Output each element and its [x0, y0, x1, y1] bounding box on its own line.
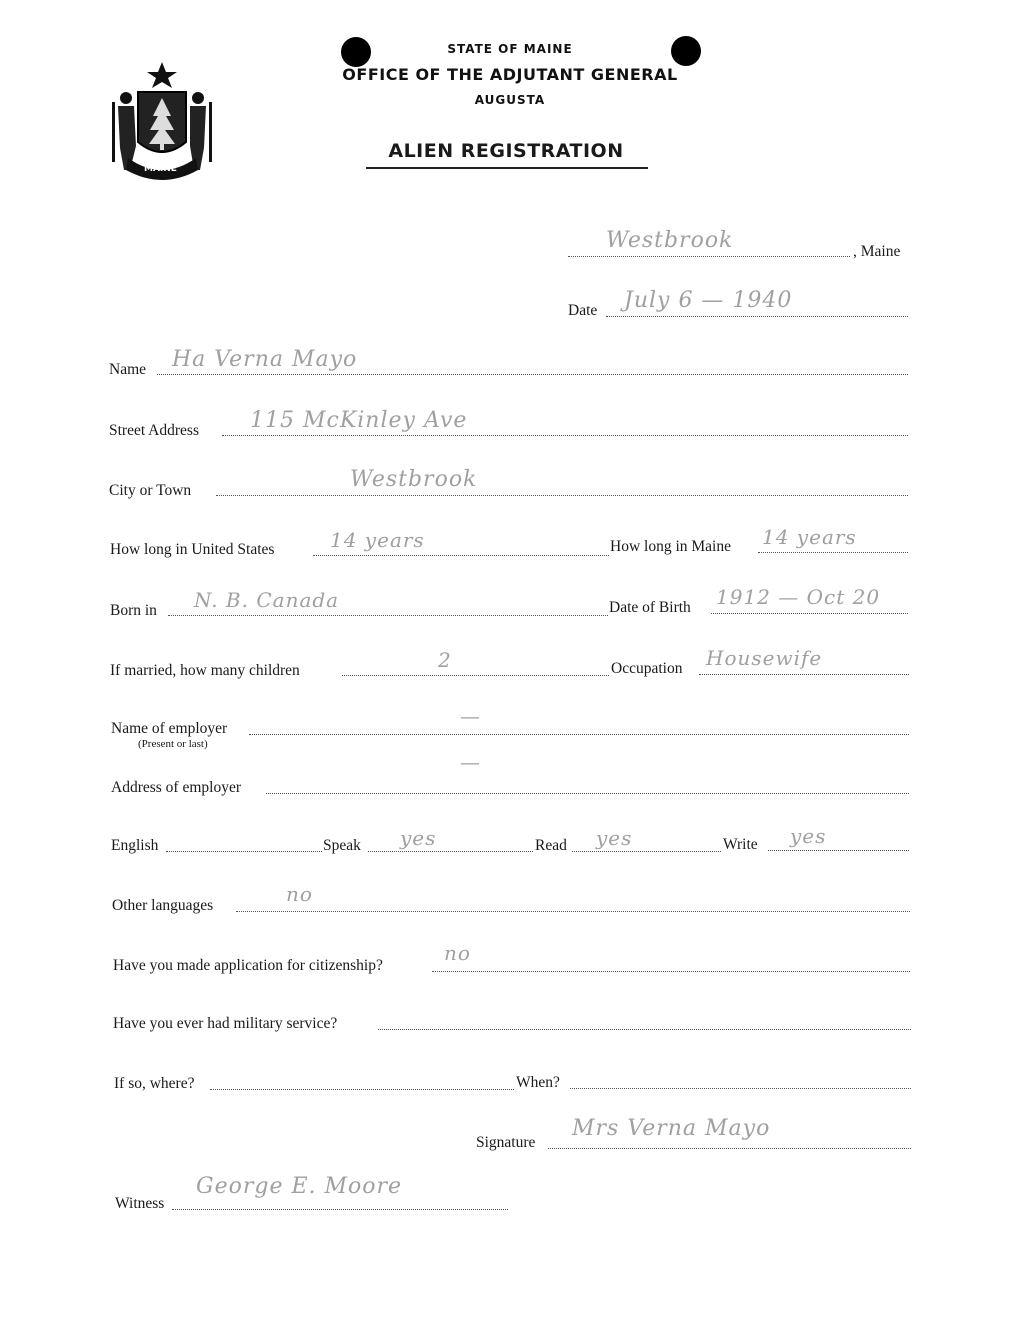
town-entry: Westbrook — [606, 228, 734, 253]
employer-entry: — — [460, 704, 481, 728]
military-line — [378, 1029, 911, 1030]
dob-entry: 1912 — Oct 20 — [716, 585, 881, 609]
citizenship-line — [432, 971, 910, 972]
name-label: Name — [109, 361, 147, 378]
other-languages-line — [236, 911, 910, 912]
citizenship-label: Have you made application for citizenship? — [113, 957, 383, 974]
employer-label: Name of employer — [111, 720, 228, 737]
street-entry: 115 McKinley Ave — [250, 408, 468, 433]
speak-line — [368, 851, 533, 852]
signature-line — [548, 1148, 911, 1149]
years-maine-label: How long in Maine — [610, 538, 731, 555]
write-line — [768, 850, 909, 851]
state-seal-icon — [106, 58, 218, 184]
name-line — [157, 374, 908, 375]
when-label: When? — [516, 1074, 560, 1091]
military-label: Have you ever had military service? — [113, 1015, 338, 1032]
read-entry: yes — [596, 826, 633, 850]
date-line — [606, 316, 908, 317]
witness-label: Witness — [115, 1195, 165, 1212]
occupation-line — [699, 674, 909, 675]
street-line — [222, 435, 908, 436]
town-suffix-label: , Maine — [853, 243, 901, 260]
citizenship-entry: no — [444, 941, 471, 965]
dob-line — [711, 613, 908, 614]
years-us-entry: 14 years — [330, 528, 425, 552]
witness-entry: George E. Moore — [196, 1174, 403, 1199]
header-city: AUGUSTA — [474, 93, 546, 107]
years-us-label: How long in United States — [110, 541, 275, 558]
dob-label: Date of Birth — [609, 599, 691, 616]
read-label: Read — [535, 837, 567, 854]
write-label: Write — [723, 836, 758, 853]
when-line — [570, 1088, 911, 1089]
title-underline — [366, 167, 648, 169]
city-entry: Westbrook — [350, 467, 478, 492]
employer-address-label: Address of employer — [111, 779, 241, 796]
employer-address-line — [266, 793, 909, 794]
english-label: English — [111, 837, 159, 854]
years-maine-line — [758, 552, 908, 553]
children-line — [342, 675, 609, 676]
witness-line — [172, 1209, 508, 1210]
born-in-label: Born in — [110, 602, 157, 619]
where-label: If so, where? — [114, 1075, 195, 1092]
employer-line — [249, 734, 909, 735]
city-label: City or Town — [109, 482, 192, 499]
date-entry: July 6 — 1940 — [624, 288, 793, 313]
street-label: Street Address — [109, 422, 199, 439]
city-line — [216, 495, 908, 496]
header-office: OFFICE OF THE ADJUTANT GENERAL — [342, 65, 678, 84]
years-us-line — [313, 555, 609, 556]
write-entry: yes — [790, 824, 827, 848]
speak-entry: yes — [400, 826, 437, 850]
english-line — [166, 851, 322, 852]
seal-label: MAINE — [144, 164, 177, 174]
years-maine-entry: 14 years — [762, 525, 857, 549]
other-languages-entry: no — [286, 882, 313, 906]
read-line — [572, 851, 721, 852]
town-line — [568, 256, 850, 257]
employer-address-entry: — — [460, 750, 481, 774]
date-label: Date — [568, 302, 598, 319]
other-languages-label: Other languages — [112, 897, 214, 914]
children-entry: 2 — [438, 648, 452, 672]
occupation-entry: Housewife — [706, 646, 823, 670]
where-line — [210, 1089, 514, 1090]
occupation-label: Occupation — [611, 660, 683, 677]
form-title: ALIEN REGISTRATION — [388, 140, 624, 162]
children-label: If married, how many children — [110, 662, 300, 679]
signature-label: Signature — [476, 1134, 536, 1151]
signature-entry: Mrs Verna Mayo — [572, 1116, 771, 1141]
born-in-line — [168, 615, 608, 616]
header-state: STATE OF MAINE — [447, 42, 573, 56]
born-in-entry: N. B. Canada — [194, 588, 340, 612]
name-entry: Ha Verna Mayo — [172, 347, 358, 372]
employer-sublabel: (Present or last) — [138, 738, 208, 750]
speak-label: Speak — [323, 837, 361, 854]
